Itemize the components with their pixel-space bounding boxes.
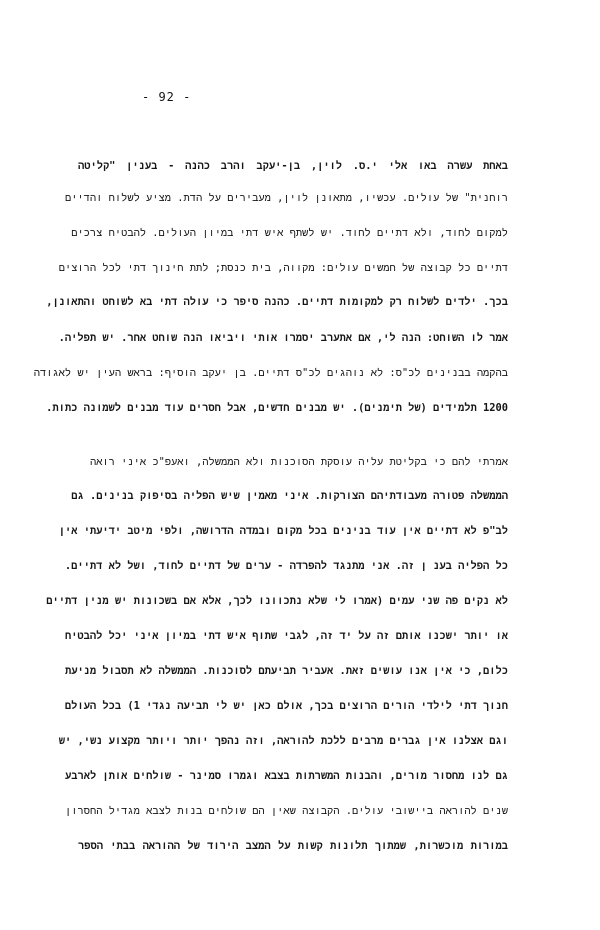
text-line-7: בהקמה בבנינים לכ"ס: לא נוהגים לכ"ס דתיים. בן יעקב הוסיף: בראש העין יש לאגודה — [33, 367, 508, 379]
page-number: - 92 - — [142, 90, 192, 104]
text-line-18: גם לנו מחסור מורים, והבנות המשרתות בצבא וגמרו סמינר - שולחים אותן לארבע — [65, 770, 508, 782]
text-line-11: לב"פ לא דתיים אין עוד בנינים בכל מקום ובמדה הדרושה, ולפי מיטב ידיעתי אין — [58, 525, 508, 537]
text-line-3: למקום לחוד, ולא דתיים לחוד. יש לשתף איש דתי במיון העולים. להבטיח צרכים — [71, 227, 508, 239]
text-line-8: 1200 תלמידים (של תימנים). יש מבנים חדשים, אבל חסרים עוד מבנים לשמונה כתות. — [46, 402, 508, 414]
text-line-5: בכך. ילדים לשלוח רק למקומות דתיים. כהנה סיפר כי עולה דתי בא לשוחט והתאונן, — [46, 296, 508, 308]
text-line-4: דתיים כל קבוצה של חמשים עולים: מקווה, בית כנסת; לתת חינוך דתי לכל הרוצים — [58, 262, 508, 274]
text-line-16: חנוך דתי לילדי הורים הרוצים בכך, אולם כאן יש לי תביעה נגדי 1) בכל העולם — [64, 700, 508, 712]
text-line-20: במורות מוכשרות, שמתוך תלונות קשות על המצב הירוד של ההוראה בבתי הספר — [78, 840, 508, 852]
text-line-10: הממשלה פטורה מעבודתיהם הצורקות. איני מאמין שיש הפליה בסיפוק בנינים. גם — [71, 490, 508, 502]
text-line-14: או יותר ישכנו אותם זה על יד זה, לגבי שתוף איש דתי במיון איני יכל להבטיח — [64, 630, 508, 642]
text-line-6: אמר לו השוחט: הנה לי, אם אתערב יסמרו אותי ויביאו הנה שוחט אחר. יש תפליה. — [58, 332, 508, 344]
text-line-9: אמרתי להם כי בקליטת עליה עוסקת הסוכנות ולא הממשלה, ואעפ"כ איני רואה — [89, 456, 508, 468]
text-line-12: כל הפליה בענ ן זה. אני מתנגד להפרדה - ערים של דתיים לחוד, ושל לא דתיים. — [64, 560, 508, 572]
text-line-2: רוחנית" של עולים. עכשיו, מתאונן לוין, מעבירים על הדת. מציע לשלוח והדיים — [64, 192, 508, 204]
text-line-13: לא נקים פה שני עמים (אמרו לי שלא נתכוונו לכך, אלא אם בשכונות יש מנין דתיים — [46, 595, 508, 607]
text-line-19: שנים להוראה ביישובי עולים. הקבוצה שאין הם שולחים בנות לצבא מגדיל החסרון — [65, 805, 508, 817]
text-line-1: באחת עשרה באו אלי י.ס. לוין, בן-יעקב והרב כהנה - בענין "קליטה — [78, 160, 508, 172]
text-line-17: וגם אצלנו אין גברים מרבים ללכת להוראה, וזה נהפך יותר ויותר מקצוע נשי, יש — [58, 735, 508, 747]
text-line-15: כלום, כי אין אנו עושים זאת. אעביר תביעתם לסוכנות. הממשלה לא תסבול מניעת — [64, 665, 508, 677]
